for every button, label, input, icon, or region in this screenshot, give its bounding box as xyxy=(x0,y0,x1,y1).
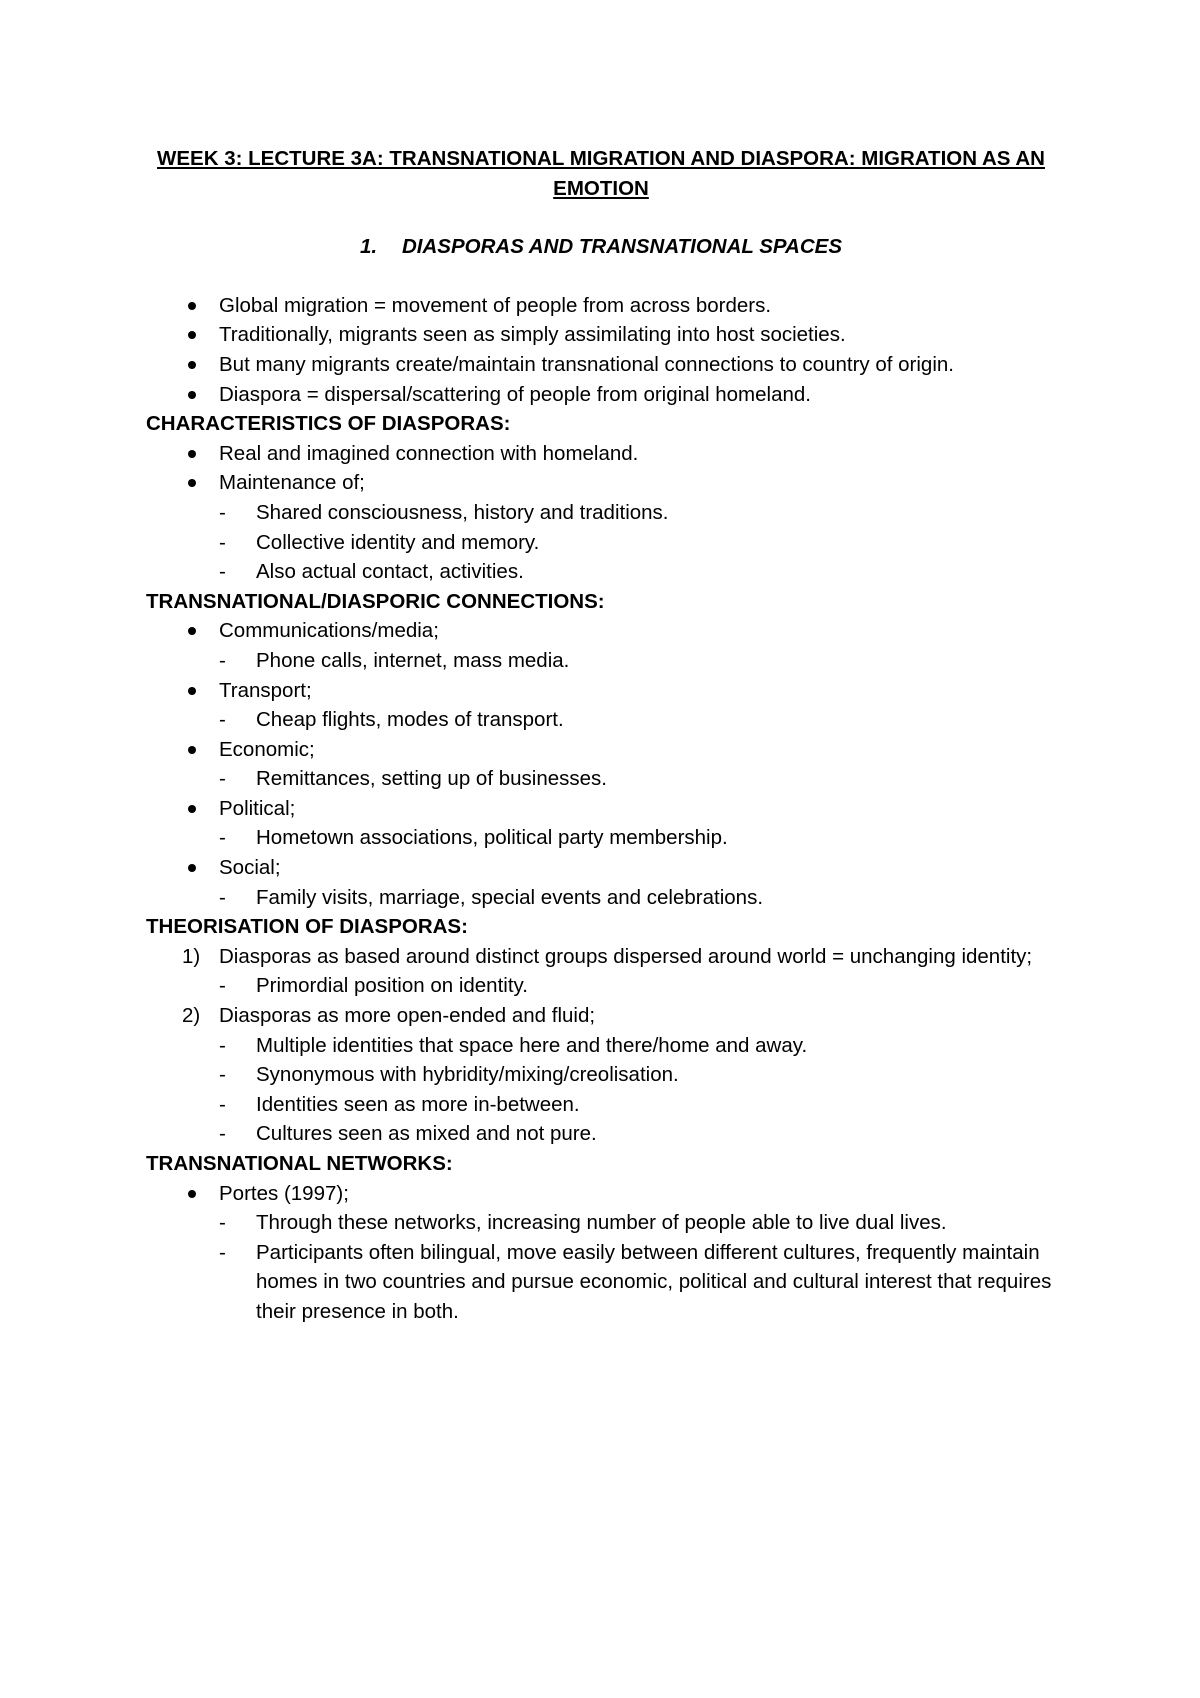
sub-list-item: - Cultures seen as mixed and not pure. xyxy=(146,1119,1056,1149)
list-item: Economic; xyxy=(146,735,1056,765)
dash-marker: - xyxy=(219,974,226,998)
numbered-item: 1) Diasporas as based around distinct groups dispersed around world = unchanging identity; xyxy=(146,942,1056,972)
sub-list-item: - Identities seen as more in-between. xyxy=(146,1090,1056,1120)
characteristics-sub-list xyxy=(146,498,1056,587)
networks-list xyxy=(146,1179,1056,1327)
dash-marker: - xyxy=(219,1122,226,1146)
sub-list-item: - Hometown associations, political party membership. xyxy=(146,823,1056,853)
sub-list-item: - Collective identity and memory. xyxy=(146,528,1056,558)
list-item: But many migrants create/maintain transnational connections to country of origin. xyxy=(146,350,1056,380)
dash-marker: - xyxy=(219,1240,226,1264)
list-item: Maintenance of; xyxy=(146,468,1056,498)
dash-marker: - xyxy=(219,648,226,672)
sub-list-item: - Synonymous with hybridity/mixing/creolisation. xyxy=(146,1060,1056,1090)
list-item: Diaspora = dispersal/scattering of people from original homeland. xyxy=(146,380,1056,410)
dash-marker: - xyxy=(219,708,226,732)
networks-heading: TRANSNATIONAL NETWORKS: xyxy=(146,1152,453,1175)
numbered-item: 2) Diasporas as more open-ended and fluid; xyxy=(146,1001,1056,1031)
dash-marker: - xyxy=(219,885,226,909)
section-number: 1. xyxy=(359,235,378,259)
list-item: Global migration = movement of people from across borders. xyxy=(146,291,1056,321)
section-title xyxy=(146,232,1056,262)
dash-marker: - xyxy=(219,1063,226,1087)
bullet-icon xyxy=(188,450,196,458)
bullet-icon xyxy=(188,627,196,635)
bullet-icon xyxy=(188,746,196,754)
dash-marker: - xyxy=(219,1211,226,1235)
bullet-icon xyxy=(188,361,196,369)
theorisation-list xyxy=(146,942,1056,1149)
bullet-icon xyxy=(188,805,196,813)
list-item: Portes (1997); xyxy=(146,1179,1056,1209)
connections-list xyxy=(146,616,1056,912)
dash-marker: - xyxy=(219,560,226,584)
bullet-icon xyxy=(188,331,196,339)
section-title-text: DIASPORAS AND TRANSNATIONAL SPACES xyxy=(401,235,843,259)
dash-marker: - xyxy=(219,530,226,554)
sub-list-item: - Primordial position on identity. xyxy=(146,971,1056,1001)
bullet-icon xyxy=(188,479,196,487)
bullet-icon xyxy=(188,302,196,310)
bullet-icon xyxy=(188,1190,196,1198)
sub-list-item: - Cheap flights, modes of transport. xyxy=(146,705,1056,735)
sub-list-item: - Phone calls, internet, mass media. xyxy=(146,646,1056,676)
number-marker: 2) xyxy=(182,1004,201,1028)
sub-list-item: - Participants often bilingual, move easily between different cultures, frequently maintain homes in two countries and pursue economic, political and cultural interest that requires their presence in both. xyxy=(146,1238,1056,1327)
list-item: Social; xyxy=(146,853,1056,883)
connections-heading: TRANSNATIONAL/DIASPORIC CONNECTIONS: xyxy=(146,589,605,613)
sub-list-item: - Shared consciousness, history and traditions. xyxy=(146,498,1056,528)
list-item: Transport; xyxy=(146,676,1056,706)
dash-marker: - xyxy=(219,767,226,791)
list-item: Communications/media; xyxy=(146,616,1056,646)
number-marker: 1) xyxy=(182,944,201,968)
sub-list-item: - Family visits, marriage, special events and celebrations. xyxy=(146,883,1056,913)
dash-marker: - xyxy=(219,500,226,524)
document-page xyxy=(146,144,1056,1327)
bullet-icon xyxy=(188,864,196,872)
characteristics-list xyxy=(146,439,1056,498)
sub-list-item: - Multiple identities that space here and there/home and away. xyxy=(146,1031,1056,1061)
list-item: Political; xyxy=(146,794,1056,824)
sub-list-item: - Through these networks, increasing number of people able to live dual lives. xyxy=(146,1208,1056,1238)
list-item: Traditionally, migrants seen as simply assimilating into host societies. xyxy=(146,320,1056,350)
list-item: Real and imagined connection with homeland. xyxy=(146,439,1056,469)
dash-marker: - xyxy=(219,826,226,850)
document-title: WEEK 3: LECTURE 3A: TRANSNATIONAL MIGRATION AND DIASPORA: MIGRATION AS AN EMOTION xyxy=(157,147,1045,200)
bullet-icon xyxy=(188,391,196,399)
dash-marker: - xyxy=(219,1033,226,1057)
bullet-icon xyxy=(188,687,196,695)
sub-list-item: - Remittances, setting up of businesses. xyxy=(146,764,1056,794)
intro-bullet-list xyxy=(146,291,1056,409)
characteristics-heading: CHARACTERISTICS OF DIASPORAS: xyxy=(146,412,511,436)
sub-list-item: - Also actual contact, activities. xyxy=(146,557,1056,587)
dash-marker: - xyxy=(219,1092,226,1116)
theorisation-heading: THEORISATION OF DIASPORAS: xyxy=(146,915,468,939)
